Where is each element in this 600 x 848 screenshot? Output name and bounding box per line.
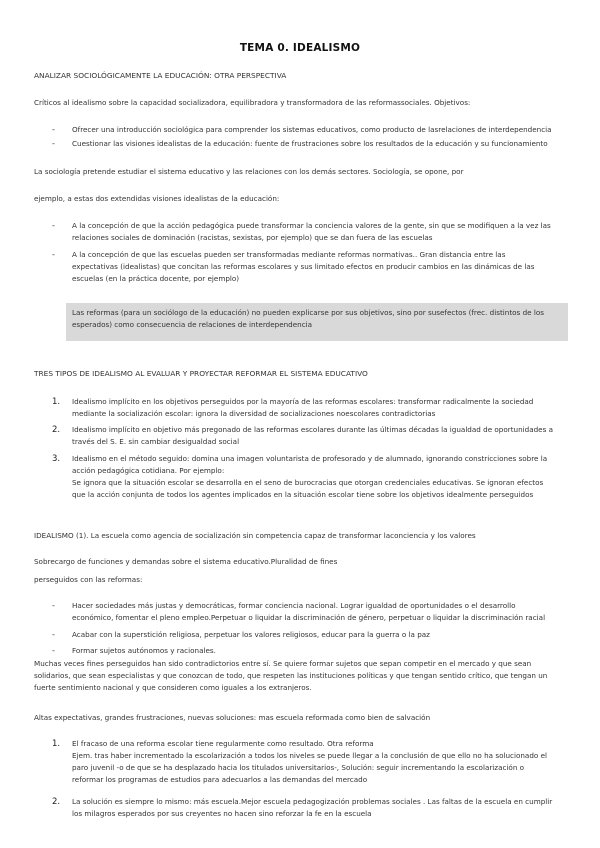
final-line: La solución es siempre lo mismo: más escuela.Mejor escuela pedagogización problemas sociales . Las faltas de la escuela en cumplir <box>72 797 553 806</box>
goal-item: Acabar con la superstición religiosa, perpetuar los valores religiosos, educar para la guerra o la paz <box>72 630 430 639</box>
section-heading-analizar: ANALIZAR SOCIOLÓGICAMENTE LA EDUCACIÓN: OTRA PERSPECTIVA <box>34 71 287 80</box>
vision-line: A la concepción de que la acción pedagógica puede transformar la conciencia valores de la gente, sin que se modifiquen a la vez las <box>72 221 551 230</box>
bullet-dash: - <box>52 221 55 230</box>
type-item <box>72 424 570 448</box>
final-line: paro juvenil -o de que se ha desplazado hacia los titulados universitarios-, Solución: seguir incrementando la escolarización o <box>72 763 525 772</box>
objective-item: Ofrecer una introducción sociológica para comprender los sistemas educativos, como producto de lasrelaciones de interdependencia <box>72 125 552 134</box>
vision-line: expectativas (idealistas) que concitan las reformas escolares y sus limitado efectos en producir cambios en las dinámicas de las <box>72 262 535 271</box>
intro-paragraph: Críticos al idealismo sobre la capacidad socializadora, equilibradora y transformadora de las reformassociales. Objetivos: <box>34 98 471 107</box>
contradict-line: Muchas veces fines perseguidos han sido contradictorios entre sí. Se quiere formar sujetos que sepan competir en el mercado y que sean <box>34 659 532 668</box>
vision-line: A la concepción de que las escuelas pueden ser transformadas mediante reformas normativas.. Gran distancia entre las <box>72 250 506 259</box>
contradict-paragraph <box>34 658 570 694</box>
bullet-dash: - <box>52 630 55 639</box>
contradict-line: solidarios, que sean especialistas y que conozcan de todo, que respeten las instituciones políticas y que tengan sentido crítico, que tengan un <box>34 671 548 680</box>
final-line: Ejem. tras haber incrementado la escolarización a todos los niveles se puede llegar a la conclusión de que ello no ha solucionado el <box>72 751 547 760</box>
final-line: reformar los programas de estudios para adecuarlos a las demandas del mercado <box>72 775 368 784</box>
highlight-line: esperados) como consecuencia de relaciones de interdependencia <box>72 320 313 329</box>
type-line: Idealismo implícito en los objetivos perseguidos por la mayoría de las reformas escolares: transformar radicalmente la sociedad <box>72 397 534 406</box>
idealismo-1-paragraph: IDEALISMO (1). La escuela como agencia de socialización sin competencia capaz de transformar laconciencia y los valores <box>34 531 476 540</box>
list-number: 2. <box>52 797 61 807</box>
type-line: que la acción conjunta de todos los agentes implicados en la situación escolar tiene sobre los objetivos idealmente perseguidos <box>72 490 534 499</box>
vision-item <box>72 220 570 244</box>
vision-item <box>72 249 570 285</box>
list-number: 1. <box>52 397 61 407</box>
sociology-paragraph: La sociología pretende estudiar el sistema educativo y las relaciones con los demás sectores. Sociología, se opone, por <box>34 167 464 176</box>
expectativas-paragraph: Altas expectativas, grandes frustraciones, nuevas soluciones: mas escuela reformada como bien de salvación <box>34 713 431 722</box>
type-line: través del S. E. sin cambiar desigualdad social <box>72 437 240 446</box>
type-line: Idealismo en el método seguido: domina una imagen voluntarista de profesorado y de alumnado, ignorando constricciones sobre la <box>72 454 548 463</box>
type-line: mediante la socialización escolar: ignora la diversidad de socializaciones noescolares contradictorias <box>72 409 436 418</box>
objective-item: Cuestionar las visiones idealistas de la educación: fuente de frustraciones sobre los resultados de la educación y su funcionamiento <box>72 139 548 148</box>
contradict-line: fuerte sentimiento nacional y que consideren como iguales a los extranjeros. <box>34 683 312 692</box>
final-line: El fracaso de una reforma escolar tiene regularmente como resultado. Otra reforma <box>72 739 374 748</box>
list-number: 3. <box>52 454 61 464</box>
vision-line: relaciones sociales de dominación (racistas, sexistas, por ejemplo) que se dan fuera de las escuelas <box>72 233 433 242</box>
goal-line: económico, fomentar el pleno empleo.Perpetuar o liquidar la discriminación de género, perpetuar o liquidar la discriminación racial <box>72 613 546 622</box>
sociology-paragraph-cont: ejemplo, a estas dos extendidas visiones idealistas de la educación: <box>34 194 280 203</box>
type-line: Se ignora que la situación escolar se desarrolla en el seno de burocracias que otorgan credenciales educativas. Se ignoran efectos <box>72 478 544 487</box>
highlight-line: Las reformas (para un sociólogo de la educación) no pueden explicarse por sus objetivos, sino por susefectos (frec. distintos de los <box>72 308 544 317</box>
type-line: Idealismo implícito en objetivo más pregonado de las reformas escolares durante las últimas décadas la igualdad de oportunidades a <box>72 425 554 434</box>
perseguidos-paragraph: perseguidos con las reformas: <box>34 575 143 584</box>
bullet-dash: - <box>52 601 55 610</box>
vision-line: escuelas (en la práctica docente, por ejemplo) <box>72 274 240 283</box>
bullet-dash: - <box>52 139 55 148</box>
final-line: los milagros esperados por sus creyentes no hacen sino reforzar la fe en la escuela <box>72 809 372 818</box>
goal-item <box>72 600 570 624</box>
list-number: 2. <box>52 425 61 435</box>
type-item <box>72 453 570 501</box>
list-number: 1. <box>52 739 61 749</box>
final-list-item <box>72 796 570 820</box>
highlight-text <box>72 307 562 331</box>
sobrecarga-paragraph: Sobrecargo de funciones y demandas sobre el sistema educativo.Pluralidad de fines <box>34 557 338 566</box>
goal-line: Hacer sociedades más justas y democráticas, formar conciencia nacional. Lograr igualdad de oportunidades o el desarrollo <box>72 601 516 610</box>
section-heading-tipos: TRES TIPOS DE IDEALISMO AL EVALUAR Y PROYECTAR REFORMAR EL SISTEMA EDUCATIVO <box>34 369 368 378</box>
bullet-dash: - <box>52 646 55 655</box>
type-line: acción pedagógica cotidiana. Por ejemplo: <box>72 466 225 475</box>
type-item <box>72 396 570 420</box>
goal-item: Formar sujetos autónomos y racionales. <box>72 646 216 655</box>
bullet-dash: - <box>52 250 55 259</box>
final-list-item <box>72 738 570 786</box>
bullet-dash: - <box>52 125 55 134</box>
page-title: TEMA 0. IDEALISMO <box>239 42 361 54</box>
